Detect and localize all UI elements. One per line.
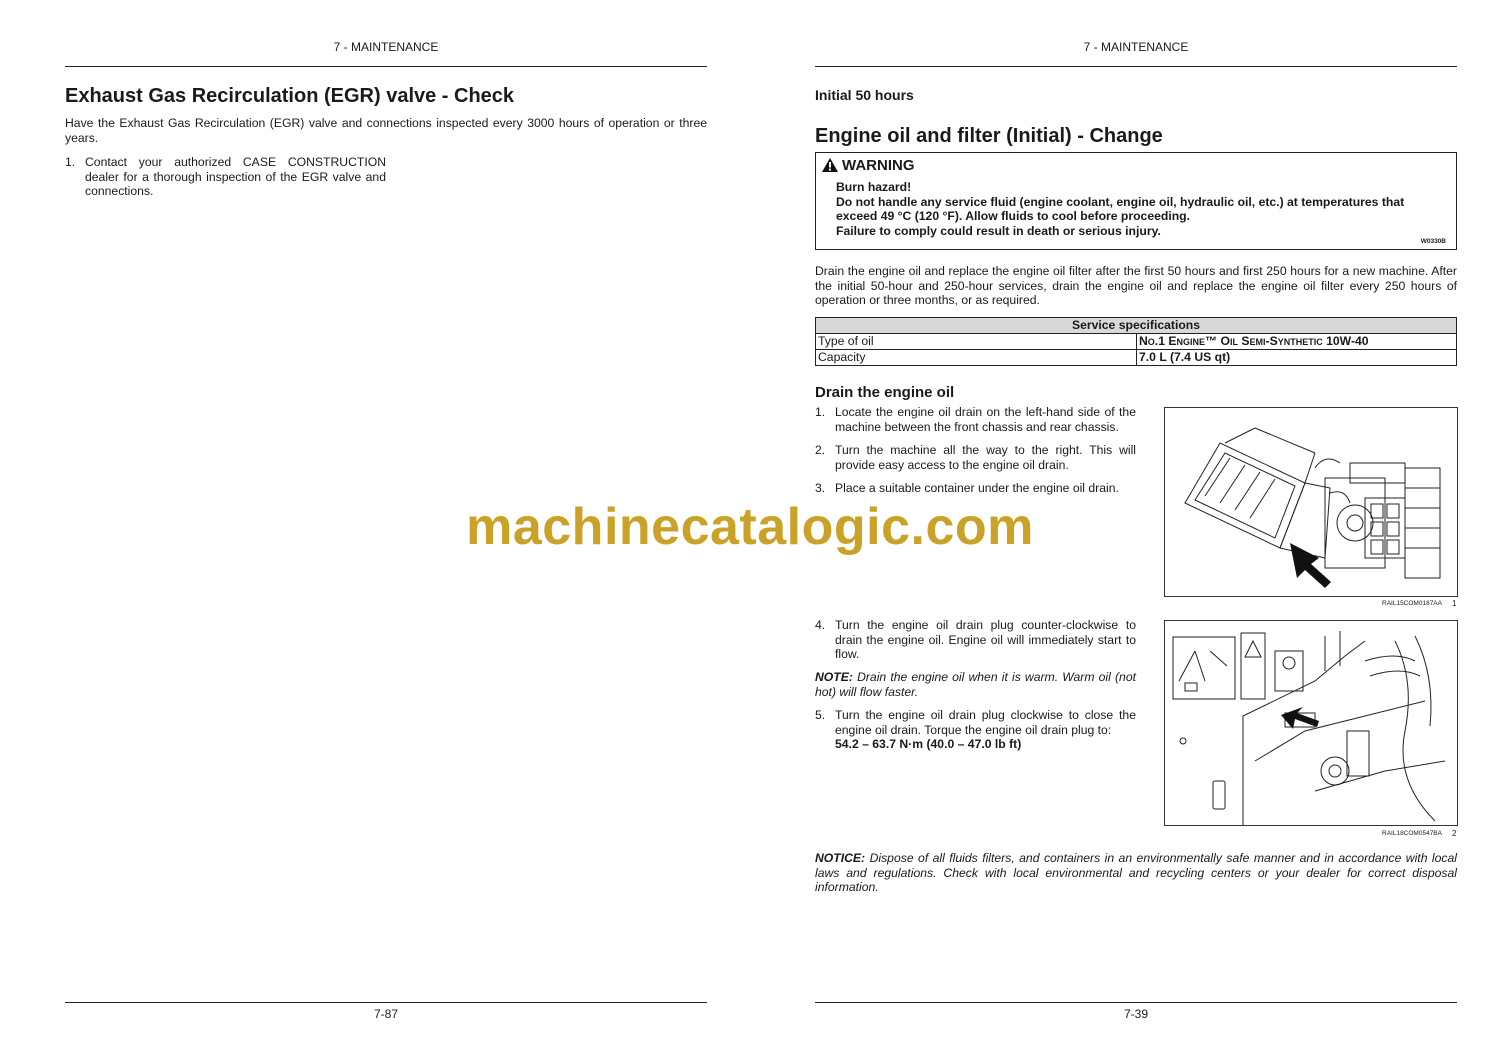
step-number: 3. xyxy=(815,481,826,495)
step-number: 1. xyxy=(65,155,76,169)
spec-label: Capacity xyxy=(816,350,1137,366)
warning-triangle-icon xyxy=(822,158,838,176)
step-item xyxy=(65,155,386,199)
spec-table-header: Service specifications xyxy=(816,318,1457,334)
warning-box xyxy=(815,152,1457,250)
page-number: 7-39 xyxy=(1123,1007,1149,1021)
header-rule xyxy=(815,66,1457,67)
step-item xyxy=(815,405,1136,434)
table-row xyxy=(816,350,1457,366)
step-text: Turn the machine all the way to the right. This will provide easy access to the engine oil drain. xyxy=(835,443,1136,472)
step-item xyxy=(815,481,1136,496)
note-label: NOTE: xyxy=(815,670,853,684)
notice-text: Dispose of all fluids filters, and containers in an environmentally safe manner and in accordance with local laws and regulations. Check with local environmental and recycling centers or your dealer for correct disposal information. xyxy=(815,851,1457,894)
intro-paragraph: Drain the engine oil and replace the engine oil filter after the first 50 hours and first 250 hours for a new machine. After the initial 50-hour and 250-hour services, drain the engine oil and replace the engine oil filter every 250 hours of operation or three months, or as required. xyxy=(815,264,1457,307)
spec-value: 7.0 L (7.4 US qt) xyxy=(1137,350,1457,366)
notice-disposal xyxy=(815,851,1457,895)
watermark: machinecatalogic.com xyxy=(466,498,1034,556)
subsection-heading: Drain the engine oil xyxy=(815,384,955,401)
footer-rule xyxy=(815,1002,1457,1003)
figure-caption: RAIL18COM0547BA xyxy=(1382,830,1442,837)
note-warm-oil xyxy=(815,670,1136,699)
section-title: Exhaust Gas Recirculation (EGR) valve - Check xyxy=(65,85,515,107)
warning-line: Do not handle any service fluid (engine coolant, engine oil, hydraulic oil, etc.) at temperatures that exceed 49 °C (120 °F). Allow fluids to cool before proceeding. xyxy=(836,194,1405,223)
step-number: 2. xyxy=(815,443,826,457)
pointer-arrow-icon xyxy=(1281,707,1319,729)
intro-paragraph: Have the Exhaust Gas Recirculation (EGR) valve and connections inspected every 3000 hours of operation or three years. xyxy=(65,116,707,145)
header-rule xyxy=(65,66,707,67)
step-text: Locate the engine oil drain on the left-hand side of the machine between the front chassis and rear chassis. xyxy=(835,405,1136,434)
step-item xyxy=(815,708,1136,752)
spec-label: Type of oil xyxy=(816,334,1137,350)
step-number: 1. xyxy=(815,405,826,419)
step-text: Turn the engine oil drain plug clockwise to close the engine oil drain. Torque the engine oil drain plug to: xyxy=(835,708,1136,737)
warning-body xyxy=(836,180,1440,238)
warning-title xyxy=(822,157,915,176)
step-text: Contact your authorized CASE CONSTRUCTION dealer for a thorough inspection of the EGR valve and connections. xyxy=(85,155,386,198)
figure-number: 1 xyxy=(1452,599,1457,608)
step-text: Turn the engine oil drain plug counter-clockwise to drain the engine oil. Engine oil will immediately start to flow. xyxy=(835,618,1136,661)
footer-rule xyxy=(65,1002,707,1003)
step-item xyxy=(815,443,1136,472)
spec-value: No.1 Engine™ Oil Semi-Synthetic 10W-40 xyxy=(1137,334,1457,350)
machine-illustration-2 xyxy=(1165,621,1457,825)
torque-value: 54.2 – 63.7 N·m (40.0 – 47.0 lb ft) xyxy=(835,737,1022,751)
running-head: 7 - MAINTENANCE xyxy=(333,40,439,54)
warning-code: W0330B xyxy=(1420,238,1446,245)
step-number: 4. xyxy=(815,618,826,632)
notice-label: NOTICE: xyxy=(815,851,866,865)
note-text: Drain the engine oil when it is warm. Warm oil (not hot) will flow faster. xyxy=(815,670,1136,699)
step-number: 5. xyxy=(815,708,826,722)
spec-table xyxy=(815,317,1457,366)
step-text: Place a suitable container under the engine oil drain. xyxy=(835,481,1119,495)
warning-title-text: WARNING xyxy=(842,157,915,174)
running-head: 7 - MAINTENANCE xyxy=(1083,40,1189,54)
warning-line: Failure to comply could result in death or serious injury. xyxy=(836,223,1161,238)
figure-drain-plug xyxy=(1164,620,1458,826)
page-number: 7-87 xyxy=(373,1007,399,1021)
interval-heading: Initial 50 hours xyxy=(815,87,914,103)
figure-caption: RAIL15COM0187AA xyxy=(1382,600,1442,607)
table-row xyxy=(816,334,1457,350)
warning-line: Burn hazard! xyxy=(836,180,912,194)
figure-number: 2 xyxy=(1452,829,1457,838)
step-item xyxy=(815,618,1136,662)
section-title: Engine oil and filter (Initial) - Change xyxy=(815,125,1163,147)
